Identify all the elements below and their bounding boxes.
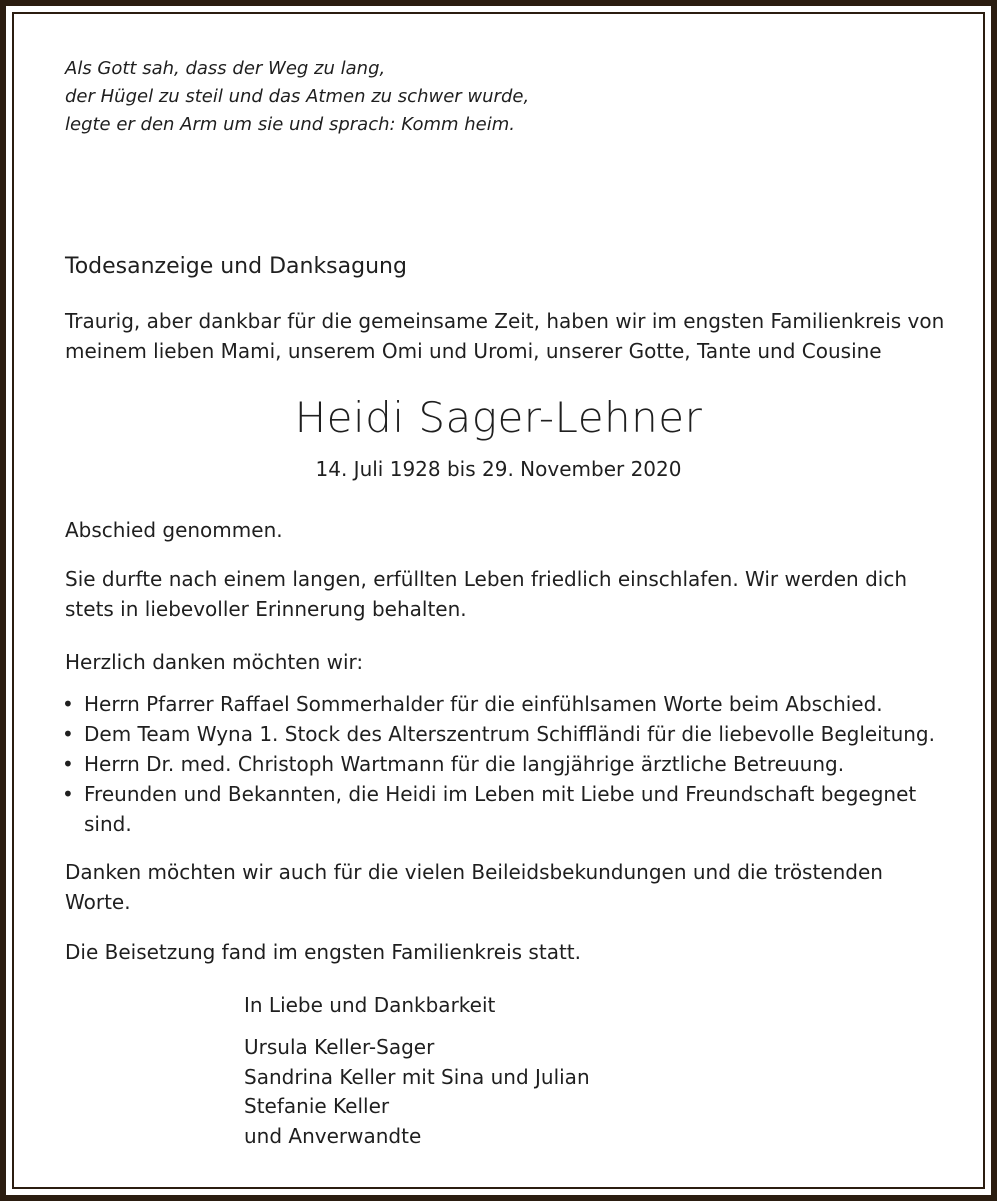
notice-title: Todesanzeige und Danksagung [65,254,407,279]
thanks-item-line: sind. [84,812,132,836]
thanks-item [62,749,935,779]
poem-line: Als Gott sah, dass der Weg zu lang, [65,58,386,79]
thanks-item-line: Herrn Pfarrer Raffael Sommerhalder für die einfühlsamen Worte beim Abschied. [84,692,883,716]
deceased-name: Heidi Sager-Lehner [294,393,703,442]
thanks-item-line: Herrn Dr. med. Christoph Wartmann für die langjährige ärztliche Betreuung. [84,752,845,776]
signer-name: Stefanie Keller [244,1094,390,1118]
condolences-line: Worte. [65,890,131,914]
remembrance-paragraph [65,564,907,624]
signer-name: Sandrina Keller mit Sina und Julian [244,1064,590,1089]
bullet-icon: • [62,722,74,746]
thanks-item-line: Freunden und Bekannten, die Heidi im Leben mit Liebe und Freundschaft begegnet [84,782,917,806]
thanks-item [62,779,935,839]
bullet-icon: • [62,782,74,806]
poem-line: legte er den Arm um sie und sprach: Komm heim. [65,114,515,135]
thanks-item [62,689,935,719]
remembrance-line: Sie durfte nach einem langen, erfüllten Leben friedlich einschlafen. Wir werden dich [65,567,907,591]
intro-paragraph [65,306,944,366]
signer-name: Ursula Keller-Sager [244,1035,435,1059]
thanks-heading: Herzlich danken möchten wir: [65,650,364,674]
abschied-text: Abschied genommen. [65,518,283,542]
signers-list [244,1033,590,1151]
thanks-item [62,719,935,749]
bullet-icon: • [62,752,74,776]
poem [65,55,529,139]
thanks-list [62,689,935,839]
bullet-icon: • [62,692,74,716]
signoff: In Liebe und Dankbarkeit [244,993,496,1017]
condolences-line: Danken möchten wir auch für die vielen Beileidsbekundungen und die tröstenden [65,860,883,884]
poem-line: der Hügel zu steil und das Atmen zu schwer wurde, [65,86,530,107]
intro-line: Traurig, aber dankbar für die gemeinsame Zeit, haben wir im engsten Familienkreis von [65,309,945,333]
signer-name: und Anverwandte [244,1123,422,1148]
burial-note: Die Beisetzung fand im engsten Familienkreis statt. [65,940,581,964]
condolences-paragraph [65,857,883,917]
intro-line: meinem lieben Mami, unserem Omi und Uromi, unserer Gotte, Tante und Cousine [65,339,882,363]
remembrance-line: stets in liebevoller Erinnerung behalten. [65,597,467,621]
thanks-item-line: Dem Team Wyna 1. Stock des Alterszentrum Schiffländi für die liebevolle Begleitung. [84,722,935,746]
life-dates: 14. Juli 1928 bis 29. November 2020 [315,457,682,481]
